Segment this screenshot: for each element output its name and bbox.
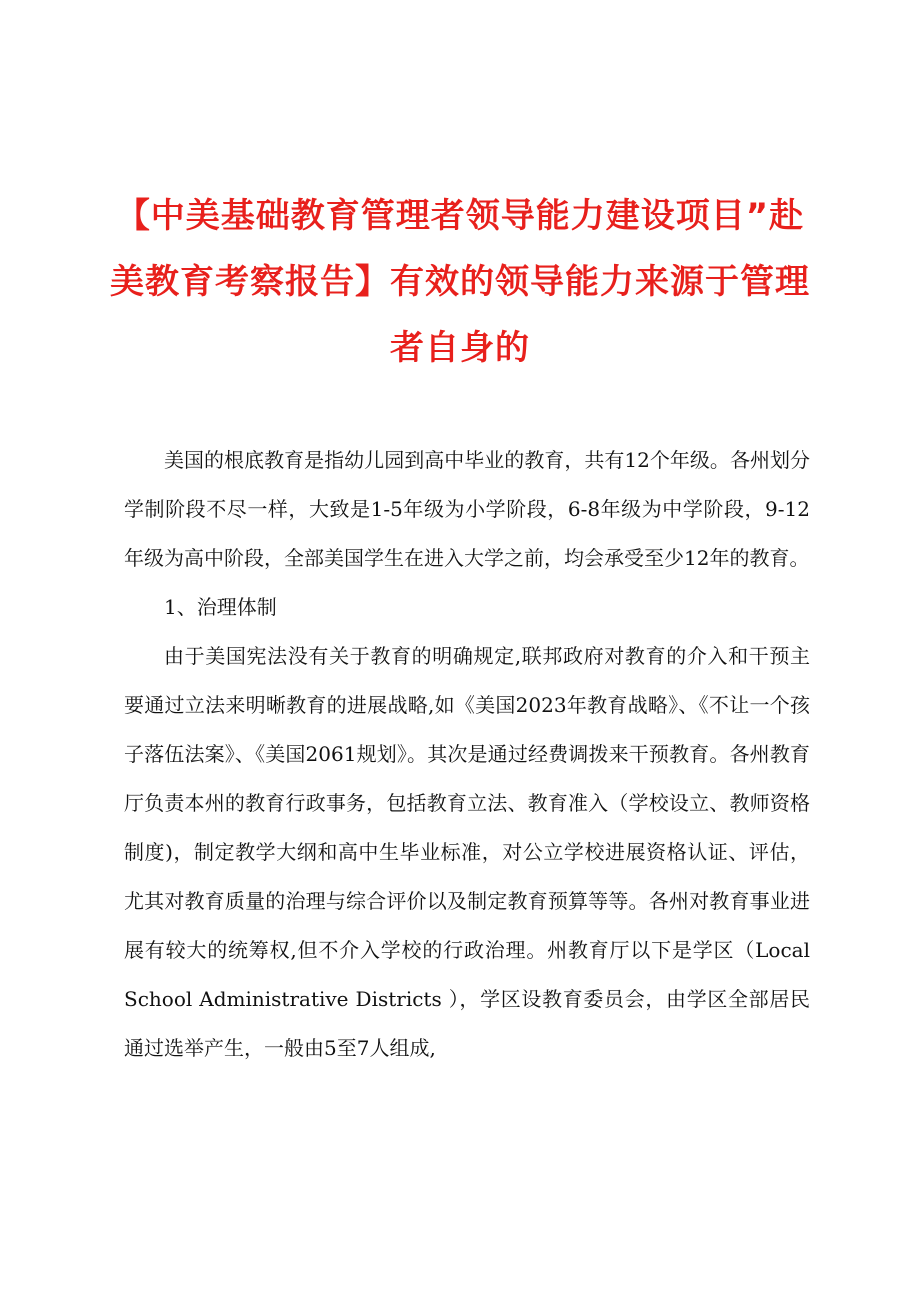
section-heading: 1、治理体制 bbox=[164, 595, 277, 619]
paragraph-governance: 由于美国宪法没有关于教育的明确规定,联邦政府对教育的介入和干预主要通过立法来明晰教育的进展战略,如《美国2023年教育战略》、《不让一个孩子落伍法案》、《美国2061规划》。其次是通过经费调拨来干预教育。各州教育厅负责本州的教育行政事务，包括教育立法、教育准入（学校设立、教师资格制度)，制定教学大纲和高中生毕业标准，对公立学校进展资格认证、评估，尤其对教育质量的治理与综合评价以及制定教育预算等等。各州对教育事业进展有较大的统筹权,但不介入学校的行政治理。州教育厅以下是学区（Local School Administrative Districts ），学区设教育委员会，由学区全部居民通过选举产生，一般由5至7人组成, bbox=[124, 644, 810, 1060]
paragraph-intro: 美国的根底教育是指幼儿园到高中毕业的教育，共有12个年级。各州划分学制阶段不尽一样，大致是1-5年级为小学阶段，6-8年级为中学阶段，9-12年级为高中阶段，全部美国学生在进入大学之前，均会承受至少12年的教育。 bbox=[124, 448, 810, 570]
document-title: 【中美基础教育管理者领导能力建设项目”赴美教育考察报告】有效的领导能力来源于管理者自身的 bbox=[110, 196, 810, 368]
document-body bbox=[124, 436, 810, 1073]
